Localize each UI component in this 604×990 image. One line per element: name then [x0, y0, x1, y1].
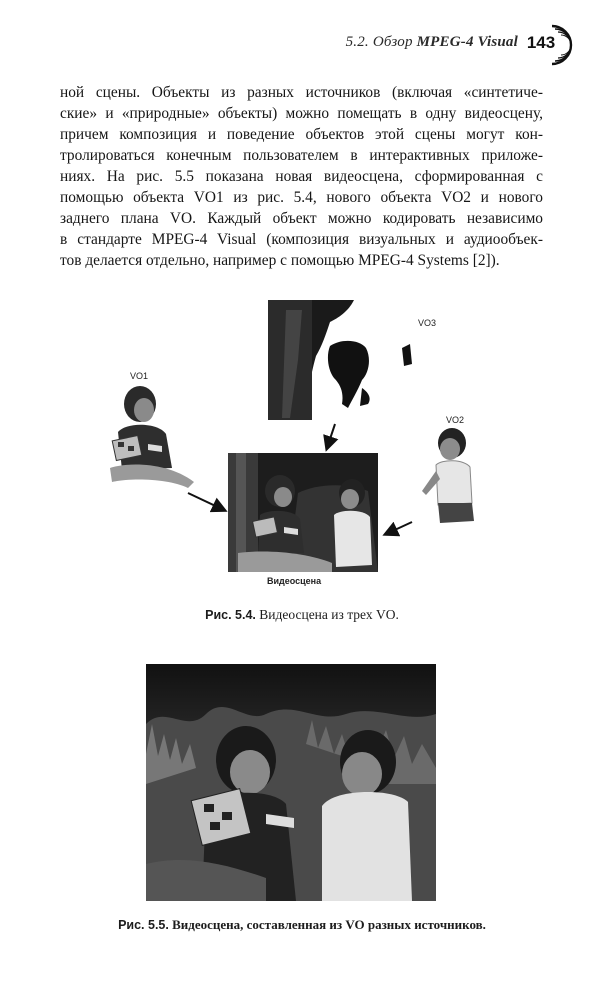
- arrow-vo2-to-scene: [386, 522, 412, 534]
- vo2-label: VO2: [446, 415, 465, 425]
- body-line: причем композиция и поведение объектов этой сцены могут кон-: [60, 126, 543, 143]
- arrow-vo1-to-scene: [188, 493, 224, 510]
- header-section-prefix: 5.2. Обзор: [345, 34, 413, 50]
- vo3-background-image: [268, 300, 414, 420]
- composed-scene-photo: [146, 664, 436, 901]
- figure-5-5-caption: [0, 917, 604, 933]
- header-section-bold: MPEG-4 Visual: [416, 34, 518, 50]
- body-line: тролироваться конечным пользователем в интерактивных приложе-: [60, 147, 543, 164]
- figure-5-4-text: Видеосцена из трех VO.: [259, 607, 399, 622]
- body-line: ские» и «природные» объекты) можно помещать в одну видеосцену,: [60, 105, 543, 122]
- running-header: [300, 34, 518, 51]
- body-line: заднего плана VO. Каждый объект можно кодировать независимо: [60, 210, 543, 227]
- arrow-vo3-to-scene: [327, 424, 335, 448]
- vo1-child-image: [108, 382, 194, 490]
- body-line: ной сцены. Объекты из разных источников (включая «синтетиче-: [60, 84, 543, 101]
- body-line: ниях. На рис. 5.5 показана новая видеосцена, сформированная с: [60, 168, 543, 185]
- body-line: помощью объекта VO1 из рис. 5.4, нового объекта VO2 и нового: [60, 189, 543, 206]
- figure-5-4-caption: [0, 607, 604, 623]
- body-line: тов делается отдельно, например с помощью MPEG-4 Systems [2]).: [60, 252, 500, 269]
- video-scene-image: [228, 453, 378, 572]
- video-scene-label: Видеосцена: [267, 576, 322, 586]
- body-paragraph: [60, 82, 543, 271]
- page-number: 143: [526, 33, 556, 52]
- figure-5-5-text: Видеосцена, составленная из VO разных источников.: [172, 917, 486, 932]
- vo1-label: VO1: [130, 371, 149, 381]
- figure-5-5-number: Рис. 5.5.: [118, 918, 169, 932]
- vo3-label: VO3: [418, 318, 437, 328]
- vo2-child-image: [416, 425, 480, 527]
- body-line: в стандарте MPEG-4 Visual (композиция визуальных и аудиообъек-: [60, 231, 543, 248]
- figure-5-4-number: Рис. 5.4.: [205, 608, 256, 622]
